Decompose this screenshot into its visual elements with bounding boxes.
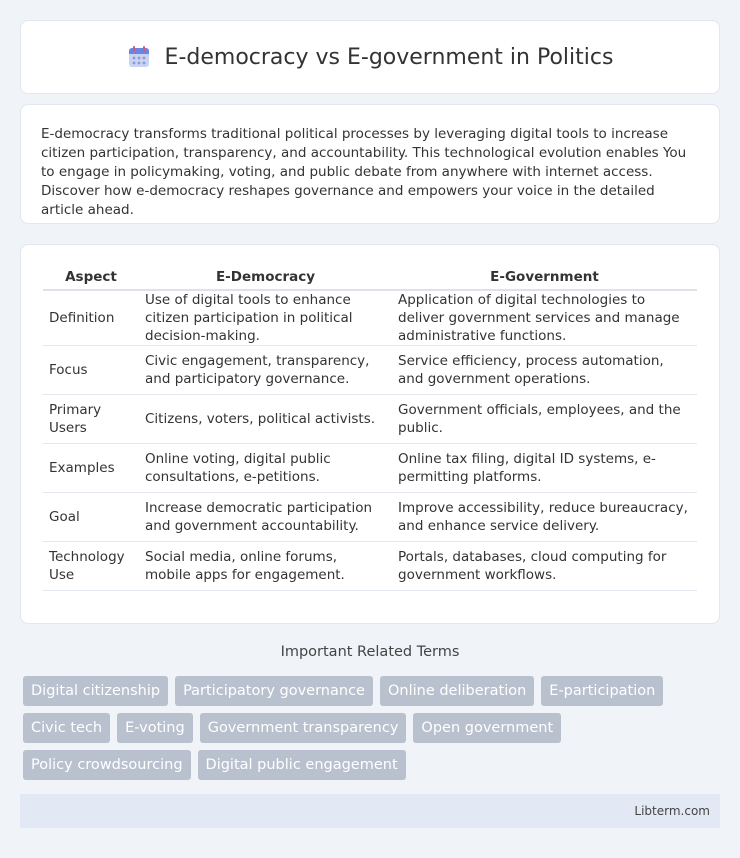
table-cell: Increase democratic participation and government accountability. (139, 493, 392, 542)
table-cell: Primary Users (43, 395, 139, 444)
table-row (43, 493, 697, 542)
table-cell: Goal (43, 493, 139, 542)
table-cell: Use of digital tools to enhance citizen participation in political decision-making. (139, 291, 392, 346)
table-cell: Improve accessibility, reduce bureaucracy, and enhance service delivery. (392, 493, 697, 542)
footer-brand-link[interactable]: Libterm.com (634, 804, 710, 818)
table-cell: Service efficiency, process automation, and government operations. (392, 346, 697, 395)
comparison-table-card (20, 244, 720, 624)
comparison-table (43, 265, 697, 591)
header-card (20, 20, 720, 94)
intro-text: E-democracy transforms traditional political processes by leveraging digital tools to increase citizen participation, transparency, and accountability. This technological evolution enables You to engage in policymaking, voting, and public debate from anywhere with internet access. Discover how e-democracy reshapes governance and empowers your voice in the detailed article ahead. (41, 126, 687, 218)
column-header-e-government: E-Government (392, 265, 697, 291)
table-cell: Online voting, digital public consultations, e-petitions. (139, 444, 392, 493)
related-term-tag[interactable]: Open government (413, 713, 561, 743)
table-cell: Social media, online forums, mobile apps for engagement. (139, 542, 392, 591)
table-row (43, 291, 697, 346)
intro-card (20, 104, 720, 224)
table-cell: Definition (43, 291, 139, 346)
column-header-aspect: Aspect (43, 265, 139, 291)
table-cell: Government officials, employees, and the public. (392, 395, 697, 444)
table-row (43, 444, 697, 493)
table-cell: Citizens, voters, political activists. (139, 395, 392, 444)
related-term-tag[interactable]: E-voting (117, 713, 193, 743)
related-term-tag[interactable]: E-participation (541, 676, 663, 706)
table-row (43, 542, 697, 591)
related-term-tag[interactable]: Participatory governance (175, 676, 373, 706)
table-cell: Application of digital technologies to deliver government services and manage administrative functions. (392, 291, 697, 346)
table-cell: Examples (43, 444, 139, 493)
table-cell: Civic engagement, transparency, and participatory governance. (139, 346, 392, 395)
table-row (43, 395, 697, 444)
related-term-tag[interactable]: Government transparency (200, 713, 407, 743)
page-title: E-democracy vs E-government in Politics (164, 44, 614, 70)
related-term-tag[interactable]: Digital public engagement (198, 750, 406, 780)
footer (20, 794, 720, 828)
table-cell: Technology Use (43, 542, 139, 591)
related-terms-list (23, 676, 723, 780)
table-cell: Portals, databases, cloud computing for government workflows. (392, 542, 697, 591)
table-header-row (43, 265, 697, 291)
related-term-tag[interactable]: Digital citizenship (23, 676, 168, 706)
table-cell: Focus (43, 346, 139, 395)
related-terms-title: Important Related Terms (280, 644, 460, 660)
related-term-tag[interactable]: Policy crowdsourcing (23, 750, 191, 780)
table-cell: Online tax filing, digital ID systems, e-permitting platforms. (392, 444, 697, 493)
related-term-tag[interactable]: Online deliberation (380, 676, 534, 706)
calendar-icon (127, 45, 151, 69)
related-term-tag[interactable]: Civic tech (23, 713, 110, 743)
table-row (43, 346, 697, 395)
column-header-e-democracy: E-Democracy (139, 265, 392, 291)
